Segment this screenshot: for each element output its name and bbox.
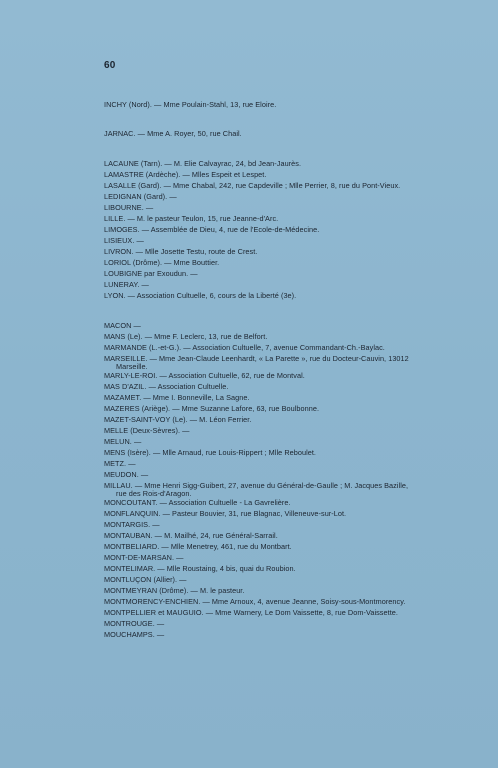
address-entry (104, 576, 494, 584)
address-entry (104, 344, 494, 352)
entry-text: LIBOURNE. — (104, 203, 154, 212)
entry-text: MAZAMET. — Mme I. Bonneville, La Sagne. (104, 393, 250, 402)
address-entry (104, 130, 494, 138)
address-entry (104, 160, 494, 168)
entry-text: LIMOGES. — Assemblée de Dieu, 4, rue de l'Ecole-de-Médecine. (104, 225, 320, 234)
address-entry (104, 270, 494, 278)
entry-text: MONTAUBAN. — M. Mailhé, 24, rue Général-Sarrail. (104, 531, 278, 540)
entry-text: MONTELIMAR. — Mlle Roustaing, 4 bis, quai du Roubion. (104, 564, 296, 573)
address-entry (104, 215, 494, 223)
address-entry (104, 405, 494, 413)
address-entry (104, 510, 494, 518)
address-entry (104, 460, 494, 468)
entry-text: MOUCHAMPS. — (104, 630, 165, 639)
entry-text: LASALLE (Gard). — Mme Chabal, 242, rue Capdeville ; Mlle Perrier, 8, rue du Pont-Vieux. (104, 181, 401, 190)
address-entry (104, 322, 494, 330)
address-entry (104, 449, 494, 457)
address-entry (104, 372, 494, 380)
address-entry (104, 543, 494, 551)
address-entry (104, 237, 494, 245)
address-entry (104, 171, 494, 179)
entry-text: MELLE (Deux-Sèvres). — (104, 426, 190, 435)
address-entry (104, 631, 494, 639)
entry-text: MONT-DE-MARSAN. — (104, 553, 184, 562)
address-entry (104, 609, 494, 617)
entry-text: MELUN. — (104, 437, 142, 446)
entry-text: MONTBELIARD. — Mlle Menetrey, 461, rue du Montbart. (104, 542, 292, 551)
entry-text: MONTLUÇON (Allier). — (104, 575, 187, 584)
address-entry (104, 482, 494, 499)
entry-text: LISIEUX. — (104, 236, 144, 245)
address-entry (104, 182, 494, 190)
address-entry (104, 598, 494, 606)
address-entry (104, 383, 494, 391)
entry-text: MANS (Le). — Mme F. Leclerc, 13, rue de Belfort. (104, 332, 268, 341)
entry-text: MAS D'AZIL. — Association Cultuelle. (104, 382, 229, 391)
address-entry (104, 416, 494, 424)
entry-text: MONTARGIS. — (104, 520, 160, 529)
entry-continuation: rue des Rois-d'Aragon. (116, 489, 192, 499)
entry-text: MILLAU. — Mme Henri Sigg-Guibert, 27, avenue du Général-de-Gaulle ; M. Jacques Bazille, (104, 481, 409, 490)
address-entry (104, 565, 494, 573)
entry-text: MONTPELLIER et MAUGUIO. — Mme Warnery, Le Dom Vaissette, 8, rue Dom-Vaissette. (104, 608, 398, 617)
entry-text: LYON. — Association Cultuelle, 6, cours de la Liberté (3e). (104, 291, 297, 300)
address-entry (104, 620, 494, 628)
entry-text: MEUDON. — (104, 470, 149, 479)
page-number: 60 (104, 60, 116, 71)
address-entry (104, 499, 494, 507)
address-entry (104, 438, 494, 446)
address-entry (104, 259, 494, 267)
entry-text: MARMANDE (L.-et-G.). — Association Cultuelle, 7, avenue Commandant-Ch.-Baylac. (104, 343, 385, 352)
entry-text: MONCOUTANT. — Association Cultuelle - La Gavrelière. (104, 498, 291, 507)
entry-text: LUNERAY. — (104, 280, 149, 289)
address-entry (104, 427, 494, 435)
address-entry (104, 101, 494, 109)
entry-text: MONTMORENCY-ENCHIEN. — Mme Arnoux, 4, avenue Jeanne, Soisy-sous-Montmorency. (104, 597, 406, 606)
entry-continuation: Marseille. (116, 362, 148, 372)
address-entry (104, 226, 494, 234)
entry-text: LORIOL (Drôme). — Mme Bouttier. (104, 258, 220, 267)
address-entry (104, 204, 494, 212)
address-entry (104, 193, 494, 201)
entry-text: JARNAC. — Mme A. Royer, 50, rue Chail. (104, 129, 242, 138)
address-entry (104, 333, 494, 341)
entry-text: LEDIGNAN (Gard). — (104, 192, 177, 201)
address-entry (104, 532, 494, 540)
entry-text: MAZERES (Ariège). — Mme Suzanne Lafore, 63, rue Boulbonne. (104, 404, 320, 413)
address-entry (104, 587, 494, 595)
entry-text: MAZET-SAINT-VOY (Le). — M. Léon Ferrier. (104, 415, 252, 424)
entry-text: LAMASTRE (Ardèche). — Mlles Espeit et Lespet. (104, 170, 267, 179)
entry-text: MACON — (104, 321, 141, 330)
entry-text: INCHY (Nord). — Mme Poulain-Stahl, 13, rue Eloire. (104, 100, 277, 109)
address-entry (104, 281, 494, 289)
entry-text: MONFLANQUIN. — Pasteur Bouvier, 31, rue Blagnac, Villeneuve-sur-Lot. (104, 509, 347, 518)
address-entry (104, 355, 494, 372)
entry-text: METZ. — (104, 459, 136, 468)
entry-text: MARSEILLE. — Mme Jean-Claude Leenhardt, « La Parette », rue du Docteur-Cauvin, 13012 (104, 354, 409, 363)
entry-text: MONTROUGE. — (104, 619, 165, 628)
entry-text: MENS (Isère). — Mlle Arnaud, rue Louis-Rippert ; Mlle Reboulet. (104, 448, 317, 457)
address-entry (104, 521, 494, 529)
address-entry (104, 471, 494, 479)
entry-text: LIVRON. — Mlle Josette Testu, route de Crest. (104, 247, 258, 256)
entry-text: MARLY-LE-ROI. — Association Cultuelle, 62, rue de Montval. (104, 371, 305, 380)
entry-text: LOUBIGNE par Exoudun. — (104, 269, 198, 278)
address-entry (104, 554, 494, 562)
address-entry (104, 292, 494, 300)
address-entry (104, 394, 494, 402)
entry-text: MONTMEYRAN (Drôme). — M. le pasteur. (104, 586, 245, 595)
entry-text: LACAUNE (Tarn). — M. Elie Calvayrac, 24, bd Jean-Jaurès. (104, 159, 302, 168)
entry-text: LILLE. — M. le pasteur Teulon, 15, rue Jeanne-d'Arc. (104, 214, 279, 223)
address-entry (104, 248, 494, 256)
